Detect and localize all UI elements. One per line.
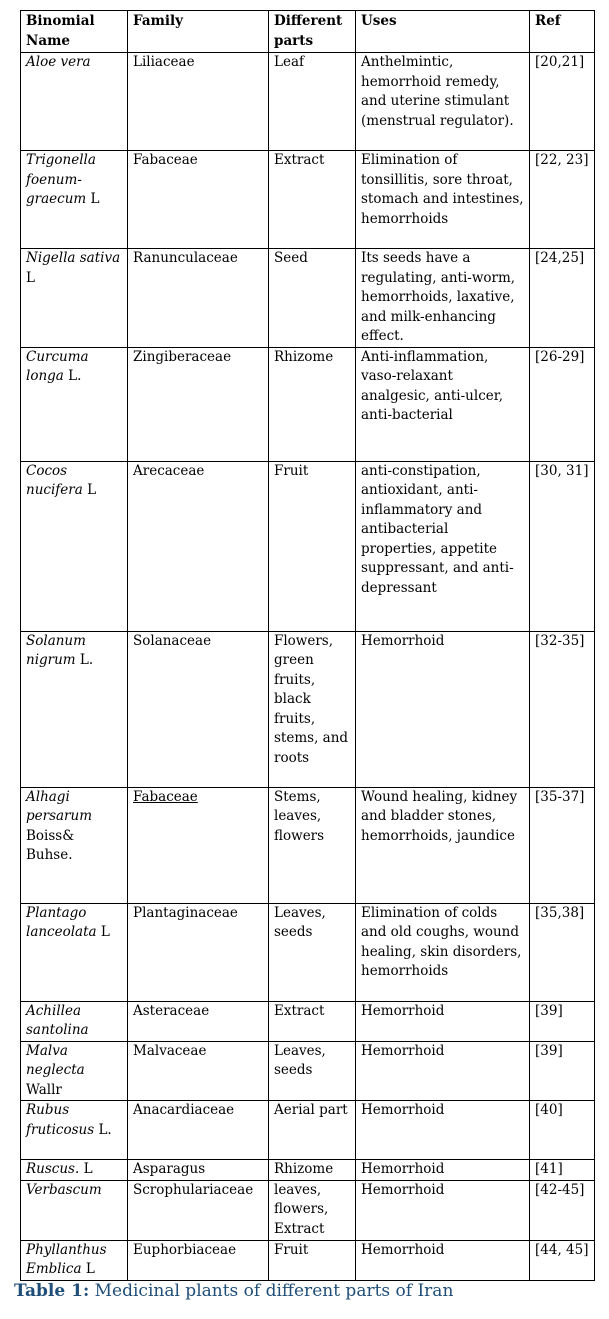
cell-uses bbox=[356, 903, 530, 1001]
cell-uses-text: Anthelmintic, hemorrhoid remedy, and uterine stimulant (menstrual regulator). bbox=[361, 54, 514, 129]
cell-binomial-name bbox=[21, 151, 128, 249]
species-name: Solanum nigrum bbox=[26, 632, 86, 668]
cell-ref bbox=[530, 151, 595, 249]
cell-ref bbox=[530, 1180, 595, 1240]
species-name: Achillea santolina bbox=[26, 1002, 89, 1038]
cell-uses bbox=[356, 461, 530, 631]
cell-different-parts bbox=[269, 787, 356, 903]
cell-family-text: Ranunculaceae bbox=[133, 250, 238, 266]
cell-family-text: Malvaceae bbox=[133, 1042, 207, 1059]
species-author: L bbox=[90, 191, 100, 207]
table-row bbox=[21, 1240, 595, 1280]
cell-ref bbox=[530, 53, 595, 151]
cell-ref bbox=[530, 249, 595, 348]
cell-binomial-name bbox=[21, 1160, 128, 1181]
cell-uses bbox=[356, 1101, 530, 1160]
species-name: Malva neglecta bbox=[26, 1042, 85, 1078]
cell-family-text: Arecaceae bbox=[133, 462, 205, 479]
table-row bbox=[21, 151, 595, 249]
cell-family bbox=[128, 249, 269, 348]
species-author: L. bbox=[68, 368, 82, 384]
table-body bbox=[21, 53, 595, 1281]
table-row bbox=[21, 631, 595, 787]
species-name: Alhagi persarum bbox=[26, 788, 93, 824]
species-name: Ruscus. bbox=[26, 1161, 80, 1177]
cell-uses-text: Hemorrhoid bbox=[361, 632, 445, 649]
cell-uses bbox=[356, 53, 530, 151]
cell-family-text: Plantaginaceae bbox=[133, 904, 238, 921]
cell-different-parts-text: leaves, flowers, Extract bbox=[274, 1181, 329, 1237]
species-author: L. bbox=[79, 652, 94, 668]
species-author: L bbox=[100, 924, 110, 940]
cell-family bbox=[128, 1180, 269, 1240]
species-name: Nigella sativa bbox=[26, 250, 121, 266]
cell-ref bbox=[530, 1101, 595, 1160]
cell-different-parts-text: Extract bbox=[274, 1002, 325, 1019]
cell-uses bbox=[356, 787, 530, 903]
cell-family bbox=[128, 1101, 269, 1160]
cell-different-parts bbox=[269, 903, 356, 1001]
cell-different-parts bbox=[269, 1240, 356, 1280]
cell-ref-text: [39] bbox=[535, 1042, 563, 1059]
cell-family bbox=[128, 347, 269, 461]
cell-different-parts-text: Seed bbox=[274, 250, 308, 266]
species-author: L bbox=[85, 1261, 95, 1277]
cell-binomial-name bbox=[21, 461, 128, 631]
cell-uses-text: Elimination of tonsillitis, sore throat, stomach and intestines, hemorrhoids bbox=[361, 152, 524, 227]
cell-uses bbox=[356, 151, 530, 249]
cell-family-text: Asparagus bbox=[133, 1161, 206, 1177]
cell-ref bbox=[530, 1041, 595, 1101]
cell-different-parts-text: Leaf bbox=[274, 54, 304, 70]
cell-family bbox=[128, 1041, 269, 1101]
cell-different-parts-text: Extract bbox=[274, 152, 325, 168]
cell-different-parts bbox=[269, 461, 356, 631]
cell-uses-text: Hemorrhoid bbox=[361, 1241, 445, 1258]
caption-label: Table 1: bbox=[14, 1281, 90, 1301]
cell-different-parts-text: Rhizome bbox=[274, 1161, 334, 1177]
cell-family bbox=[128, 903, 269, 1001]
cell-different-parts-text: Rhizome bbox=[274, 348, 334, 365]
cell-ref-text: [35,38] bbox=[535, 904, 585, 921]
cell-ref bbox=[530, 903, 595, 1001]
cell-different-parts-text: Stems, leaves, flowers bbox=[274, 788, 325, 844]
cell-uses-text: Hemorrhoid bbox=[361, 1002, 445, 1019]
table-row bbox=[21, 461, 595, 631]
cell-ref-text: [32-35] bbox=[535, 632, 585, 649]
species-name: Verbascum bbox=[26, 1181, 102, 1198]
table-row bbox=[21, 787, 595, 903]
header-different-parts: Different parts bbox=[269, 11, 356, 53]
header-ref: Ref bbox=[530, 11, 595, 53]
cell-different-parts bbox=[269, 347, 356, 461]
cell-different-parts bbox=[269, 1041, 356, 1101]
cell-family-text: Fabaceae bbox=[133, 152, 198, 168]
cell-family bbox=[128, 1160, 269, 1181]
cell-uses-text: Hemorrhoid bbox=[361, 1042, 445, 1059]
cell-ref-text: [20,21] bbox=[535, 54, 585, 70]
species-author: L bbox=[87, 482, 97, 498]
cell-binomial-name bbox=[21, 53, 128, 151]
cell-different-parts bbox=[269, 631, 356, 787]
cell-binomial-name bbox=[21, 1240, 128, 1280]
cell-uses bbox=[356, 1041, 530, 1101]
cell-ref-text: [35-37] bbox=[535, 788, 585, 805]
cell-ref-text: [30, 31] bbox=[535, 462, 589, 479]
cell-ref bbox=[530, 1240, 595, 1280]
table-row bbox=[21, 347, 595, 461]
species-name: Trigonella foenum-graecum bbox=[26, 152, 96, 207]
table-row bbox=[21, 1180, 595, 1240]
cell-binomial-name bbox=[21, 1101, 128, 1160]
cell-uses bbox=[356, 249, 530, 348]
cell-different-parts bbox=[269, 1001, 356, 1041]
cell-family bbox=[128, 787, 269, 903]
cell-binomial-name bbox=[21, 1180, 128, 1240]
cell-family-text: Scrophulariaceae bbox=[133, 1181, 254, 1198]
cell-family-text: Asteraceae bbox=[133, 1002, 210, 1019]
cell-uses-text: Hemorrhoid bbox=[361, 1102, 445, 1118]
cell-uses bbox=[356, 631, 530, 787]
header-binomial-name: Binomial Name bbox=[21, 11, 128, 53]
table-row bbox=[21, 1041, 595, 1101]
cell-different-parts bbox=[269, 1160, 356, 1181]
cell-ref bbox=[530, 461, 595, 631]
cell-ref-text: [41] bbox=[535, 1161, 563, 1177]
cell-binomial-name bbox=[21, 903, 128, 1001]
species-name: Aloe vera bbox=[26, 54, 91, 70]
table-row bbox=[21, 249, 595, 348]
cell-family-text: Liliaceae bbox=[133, 54, 195, 70]
cell-uses-text: Hemorrhoid bbox=[361, 1161, 445, 1177]
cell-ref bbox=[530, 1160, 595, 1181]
cell-different-parts bbox=[269, 1180, 356, 1240]
cell-uses-text: Anti-inflammation, vaso-relaxant analgesic, anti-ulcer, anti-bacterial bbox=[361, 348, 504, 423]
cell-ref bbox=[530, 347, 595, 461]
cell-family bbox=[128, 1240, 269, 1280]
header-uses: Uses bbox=[356, 11, 530, 53]
cell-uses bbox=[356, 1240, 530, 1280]
table-row bbox=[21, 1160, 595, 1181]
cell-uses-text: Elimination of colds and old coughs, wound healing, skin disorders, hemorrhoids bbox=[361, 904, 522, 979]
cell-binomial-name bbox=[21, 787, 128, 903]
species-name: Phyllanthus Emblica bbox=[26, 1241, 107, 1277]
cell-uses-text: Hemorrhoid bbox=[361, 1181, 445, 1198]
cell-different-parts-text: Fruit bbox=[274, 462, 309, 479]
table-row bbox=[21, 903, 595, 1001]
cell-family bbox=[128, 53, 269, 151]
cell-binomial-name bbox=[21, 631, 128, 787]
cell-uses bbox=[356, 1180, 530, 1240]
cell-different-parts-text: Flowers, green fruits, black fruits, stems, and roots bbox=[274, 632, 349, 766]
species-author: Wallr bbox=[26, 1081, 62, 1098]
cell-ref-text: [26-29] bbox=[535, 348, 585, 365]
table-row bbox=[21, 1001, 595, 1041]
cell-uses bbox=[356, 1001, 530, 1041]
species-name: Cocos nucifera bbox=[26, 462, 83, 498]
cell-uses bbox=[356, 347, 530, 461]
cell-ref bbox=[530, 787, 595, 903]
cell-ref bbox=[530, 1001, 595, 1041]
cell-different-parts bbox=[269, 249, 356, 348]
cell-different-parts bbox=[269, 53, 356, 151]
cell-family bbox=[128, 631, 269, 787]
species-name: Curcuma longa bbox=[26, 348, 89, 384]
cell-family bbox=[128, 151, 269, 249]
cell-different-parts bbox=[269, 151, 356, 249]
cell-ref-text: [44, 45] bbox=[535, 1241, 589, 1258]
table-row bbox=[21, 1101, 595, 1160]
species-name: Rubus fruticosus bbox=[26, 1102, 95, 1138]
header-family: Family bbox=[128, 11, 269, 53]
species-author: L bbox=[26, 269, 35, 286]
cell-ref bbox=[530, 631, 595, 787]
cell-uses-text: Its seeds have a regulating, anti-worm, hemorrhoids, laxative, and milk-enhancing effect. bbox=[361, 250, 516, 344]
cell-family-text: Zingiberaceae bbox=[133, 348, 232, 365]
table-header-row bbox=[21, 11, 595, 53]
cell-uses-text: anti-constipation, antioxidant, anti-inflammatory and antibacterial properties, appetite suppressant, and anti-depressant bbox=[361, 462, 514, 596]
cell-uses bbox=[356, 1160, 530, 1181]
cell-binomial-name bbox=[21, 1001, 128, 1041]
cell-uses-text: Wound healing, kidney and bladder stones, hemorrhoids, jaundice bbox=[361, 788, 518, 844]
table-row bbox=[21, 53, 595, 151]
cell-different-parts-text: Leaves, seeds bbox=[274, 904, 326, 940]
cell-ref-text: [24,25] bbox=[535, 250, 585, 266]
cell-family-text: Euphorbiaceae bbox=[133, 1241, 237, 1258]
species-author: Boiss& Buhse. bbox=[26, 827, 75, 863]
species-name: Plantago lanceolata bbox=[26, 904, 97, 940]
cell-family-text: Anacardiaceae bbox=[133, 1102, 235, 1118]
cell-family-text: Fabaceae bbox=[133, 788, 198, 805]
cell-binomial-name bbox=[21, 1041, 128, 1101]
cell-family-text: Solanaceae bbox=[133, 632, 212, 649]
table-caption bbox=[14, 1279, 453, 1303]
cell-different-parts-text: Aerial part bbox=[274, 1102, 348, 1118]
cell-ref-text: [22, 23] bbox=[535, 152, 589, 168]
species-author: L bbox=[83, 1161, 93, 1177]
medicinal-plants-table bbox=[20, 10, 595, 1281]
cell-ref-text: [42-45] bbox=[535, 1181, 585, 1198]
cell-family bbox=[128, 1001, 269, 1041]
cell-different-parts-text: Leaves, seeds bbox=[274, 1042, 326, 1078]
cell-ref-text: [39] bbox=[535, 1002, 563, 1019]
cell-binomial-name bbox=[21, 249, 128, 348]
cell-family bbox=[128, 461, 269, 631]
cell-different-parts-text: Fruit bbox=[274, 1241, 309, 1258]
species-author: L. bbox=[98, 1121, 112, 1138]
cell-ref-text: [40] bbox=[535, 1102, 563, 1118]
cell-binomial-name bbox=[21, 347, 128, 461]
cell-different-parts bbox=[269, 1101, 356, 1160]
caption-text: Medicinal plants of different parts of Iran bbox=[94, 1281, 454, 1301]
